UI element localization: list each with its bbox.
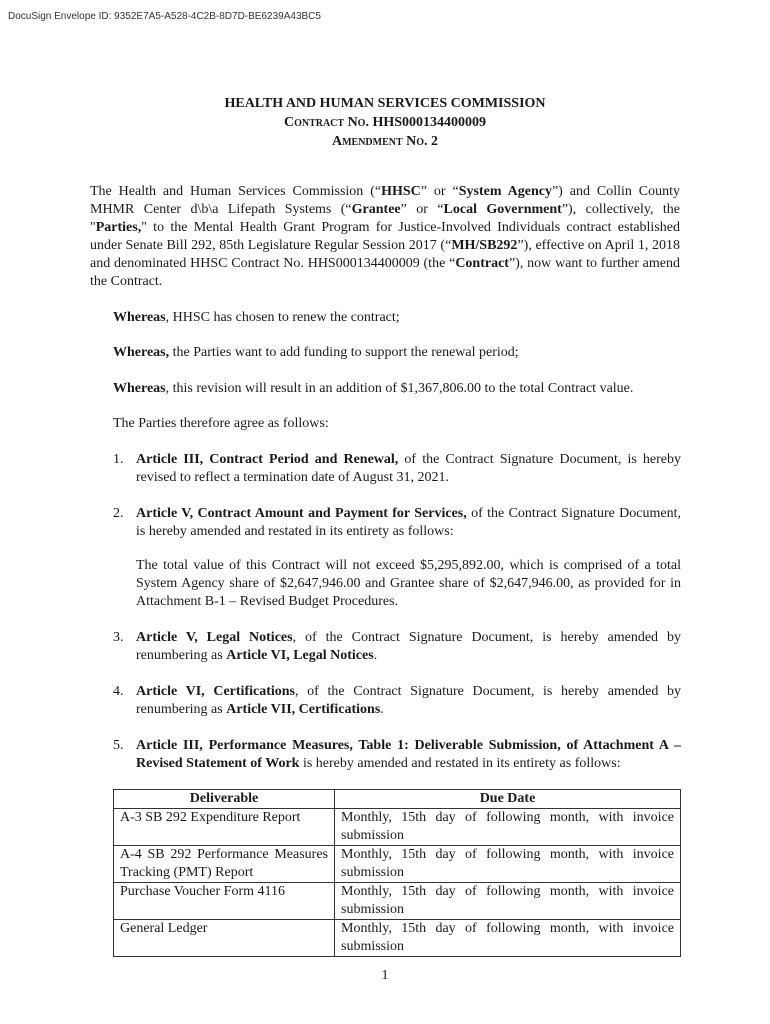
- item-bold: Article VII, Certifications: [226, 702, 381, 717]
- due-date-cell: Monthly, 15th day of following month, with invoice submission: [335, 846, 681, 883]
- intro-text: ”), effective on April 1, 2018 and denominated HHSC Contract No. HHS000134400009 (the “: [90, 238, 680, 271]
- table-row: [114, 846, 681, 883]
- amendment-item-3: [113, 629, 681, 665]
- contract-value-paragraph: The total value of this Contract will not exceed $5,295,892.00, which is comprised of a total System Agency share of $2,647,946.00 and Grantee share of $2,647,946.00, as provided for in Attachment B-1 – Revised Budget Procedures.: [136, 558, 681, 609]
- column-header-deliverable: Deliverable: [114, 790, 335, 809]
- docusign-envelope-id: DocuSign Envelope ID: 9352E7A5-A528-4C2B-8D7D-BE6239A43BC5: [8, 11, 321, 22]
- deliverable-cell: A-3 SB 292 Expenditure Report: [114, 809, 335, 846]
- item-text: is hereby amended and restated in its entirety as follows:: [299, 756, 621, 771]
- intro-bold-term: MH/SB292: [451, 238, 518, 253]
- item-bold: Article V, Legal Notices: [136, 630, 293, 645]
- intro-bold-term: Local Government: [443, 202, 562, 217]
- whereas-label: Whereas: [113, 310, 166, 325]
- contract-number: HHS000134400009: [372, 115, 487, 130]
- due-date-cell: Monthly, 15th day of following month, with invoice submission: [335, 809, 681, 846]
- item-bold: Article V, Contract Amount and Payment for Services,: [136, 506, 467, 521]
- deliverables-table: [113, 789, 681, 957]
- table-row: [114, 920, 681, 957]
- column-header-due-date: Due Date: [335, 790, 681, 809]
- deliverable-cell: Purchase Voucher Form 4116: [114, 883, 335, 920]
- deliverable-cell: General Ledger: [114, 920, 335, 957]
- intro-text: ”) and Collin County MHMR Center d\b\a Lifepath Systems (“: [90, 184, 681, 217]
- intro-text: ”), collectively, the ": [90, 202, 681, 235]
- agreement-statement: The Parties therefore agree as follows:: [113, 416, 329, 431]
- intro-text: ”), now want to further amend the Contract.: [90, 256, 680, 289]
- intro-text: ” or “: [420, 184, 459, 199]
- amendment-number: Amendment No. 2: [331, 134, 439, 149]
- intro-bold-term: Grantee: [351, 202, 401, 217]
- intro-bold-term: HHSC: [381, 184, 421, 199]
- intro-text: The Health and Human Services Commission (“: [90, 184, 382, 199]
- item-bold: Article VI, Legal Notices: [226, 648, 374, 663]
- item-body: [136, 683, 681, 719]
- contract-label: Contract No.: [283, 115, 373, 130]
- deliverable-cell: A-4 SB 292 Performance Measures Tracking (PMT) Report: [114, 846, 335, 883]
- table-row: [114, 883, 681, 920]
- item-body: [136, 629, 681, 665]
- amendment-item-2: [113, 505, 681, 541]
- item-number: 2.: [113, 506, 124, 521]
- amendment-item-1: [113, 451, 681, 487]
- contract-number-line: [0, 113, 770, 132]
- intro-paragraph: [90, 183, 680, 291]
- due-date-cell: Monthly, 15th day of following month, with invoice submission: [335, 883, 681, 920]
- item-number: 5.: [113, 738, 124, 753]
- item-text: , of the Contract Signature Document, is hereby amended by renumbering as: [136, 630, 682, 663]
- page-number: 1: [381, 968, 389, 983]
- item-number: 4.: [113, 684, 124, 699]
- table-row: [114, 809, 681, 846]
- amendment-item-5: [113, 737, 681, 773]
- whereas-text: the Parties want to add funding to support the renewal period;: [169, 345, 519, 360]
- whereas-text: , this revision will result in an addition of $1,367,806.00 to the total Contract value.: [165, 381, 634, 396]
- item-text: .: [380, 702, 384, 717]
- whereas-text: , HHSC has chosen to renew the contract;: [165, 310, 400, 325]
- table-header-row: [114, 790, 681, 809]
- intro-bold-term: Parties,: [95, 220, 142, 235]
- item-number: 3.: [113, 630, 124, 645]
- item-bold: Article VI, Certifications: [136, 684, 295, 699]
- intro-bold-term: Contract: [455, 256, 509, 271]
- item-body: [136, 737, 681, 773]
- item-body: [136, 505, 681, 541]
- item-bold: Article III, Performance Measures, Table 1: Deliverable Submission, of Attachment A – Revised Statement of Work: [136, 738, 681, 771]
- amendment-item-4: [113, 683, 681, 719]
- item-body: [136, 451, 681, 487]
- item-text: , of the Contract Signature Document, is hereby amended by renumbering as: [136, 684, 682, 717]
- whereas-clause-3: [113, 380, 683, 398]
- intro-bold-term: System Agency: [458, 184, 552, 199]
- whereas-label: Whereas: [113, 381, 166, 396]
- intro-text: " to the Mental Health Grant Program for Justice-Involved Individuals contract established under Senate Bill 292, 85th Legislature Regular Session 2017 (“: [90, 220, 680, 253]
- whereas-label: Whereas,: [113, 345, 170, 360]
- intro-text: ” or “: [400, 202, 444, 217]
- commission-title: HEALTH AND HUMAN SERVICES COMMISSION: [224, 96, 546, 111]
- due-date-cell: Monthly, 15th day of following month, with invoice submission: [335, 920, 681, 957]
- item-bold: Article III, Contract Period and Renewal,: [136, 452, 399, 467]
- item-text: .: [373, 648, 378, 663]
- whereas-clause-1: [113, 309, 683, 327]
- item-text: of the Contract Signature Document, is hereby revised to reflect a termination date of August 31, 2021.: [136, 452, 681, 485]
- document-header: [0, 94, 770, 151]
- item-number: 1.: [113, 452, 124, 467]
- whereas-clause-2: [113, 344, 683, 362]
- item-text: of the Contract Signature Document, is hereby amended and restated in its entirety as follows:: [136, 506, 681, 539]
